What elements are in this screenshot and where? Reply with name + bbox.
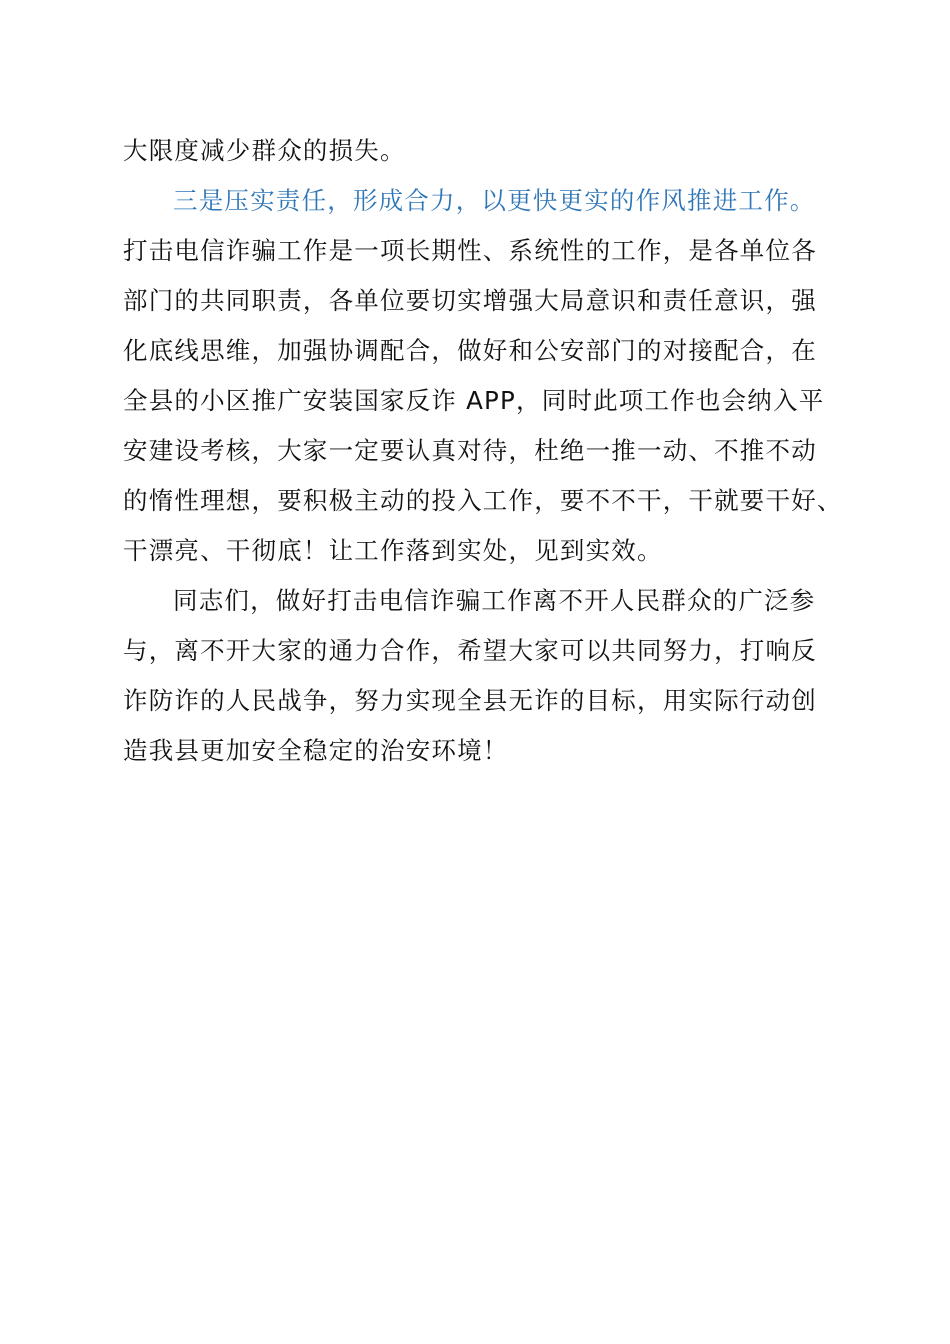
paragraph-line: 全县的小区推广安装国家反诈 APP，同时此项工作也会纳入平 [123,386,825,415]
paragraph-line: 与，离不开大家的通力合作，希望大家可以共同努力，打响反 [123,636,817,665]
paragraph-line: 的惰性理想，要积极主动的投入工作，要不不干，干就要干好、 [123,486,843,515]
paragraph-line: 干漂亮、干彻底！让工作落到实处，见到实效。 [123,536,663,565]
paragraph-line: 安建设考核，大家一定要认真对待，杜绝一推一动、不推不动 [123,436,817,465]
document-body [123,126,853,776]
section-heading: 三是压实责任，形成合力，以更快更实的作风推进工作。 [173,186,816,215]
paragraph-line: 部门的共同职责，各单位要切实增强大局意识和责任意识，强 [123,286,817,315]
paragraph-line: 造我县更加安全稳定的治安环境！ [123,736,509,765]
paragraph-line: 打击电信诈骗工作是一项长期性、系统性的工作，是各单位各 [123,236,817,265]
paragraph-line: 诈防诈的人民战争，努力实现全县无诈的目标，用实际行动创 [123,686,817,715]
paragraph-line: 化底线思维，加强协调配合，做好和公安部门的对接配合，在 [123,336,817,365]
paragraph-line: 大限度减少群众的损失。 [123,136,406,165]
paragraph-line: 同志们，做好打击电信诈骗工作离不开人民群众的广泛参 [173,586,816,615]
